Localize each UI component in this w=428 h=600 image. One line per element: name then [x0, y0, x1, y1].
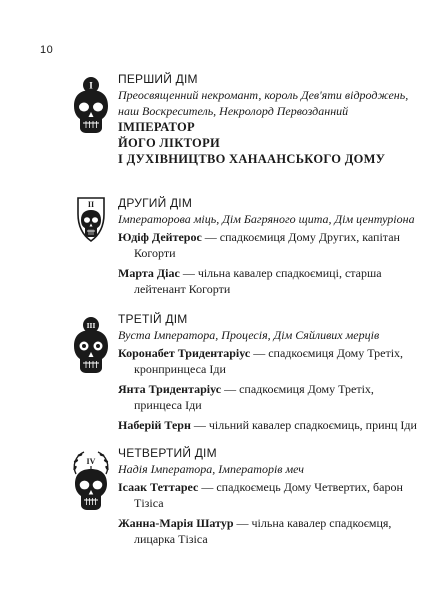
house-first-content [118, 72, 418, 167]
house-description: Імператорова міць, Дім Багряного щита, Дім центуріона [118, 212, 415, 226]
house-numeral: III [86, 321, 96, 330]
skull-crown-icon [66, 76, 116, 136]
member-name: Юдіф Дейтерос [118, 230, 202, 244]
member-role: — спадкоємиця Дому Третіх, принцеса Іди [134, 382, 374, 412]
member-role: — спадкоємиця Дому Других, капітан Когорти [134, 230, 400, 260]
member-list [118, 229, 418, 297]
member-name: Янта Тридентаріус [118, 382, 222, 396]
member-role: — спадкоємиця Дому Третіх, кронпринцеса Іди [134, 346, 404, 376]
skull-wreath-icon [66, 448, 116, 512]
house-title: ПЕРШИЙ ДІМ [118, 72, 198, 86]
list-item [118, 515, 418, 547]
member-role: — чільна кавалер спадкоємця, лицарка Тізіса [134, 516, 392, 546]
house-numeral: I [89, 80, 93, 91]
member-name: Наберій Терн [118, 418, 191, 432]
skull-sun-icon [66, 316, 116, 376]
house-title: ТРЕТІЙ ДІМ [118, 312, 188, 326]
caps-line: І ДУХІВНИЦТВО ХАНААНСЬКОГО ДОМУ [118, 152, 386, 166]
house-fourth-content [118, 446, 418, 547]
house-description: Вуста Імператора, Процесія, Дім Сяйливих мерців [118, 328, 380, 342]
member-name: Коронабет Тридентаріус [118, 346, 251, 360]
member-role: — чільний кавалер спадкоємиць, принц Іди [190, 418, 417, 432]
emblem-third-house [66, 316, 116, 376]
emblem-fourth-house [66, 448, 116, 512]
list-item [118, 417, 418, 433]
member-name: Ісаак Теттарес [118, 480, 199, 494]
house-numeral: IV [86, 457, 96, 466]
house-title: ЧЕТВЕРТИЙ ДІМ [118, 446, 217, 460]
house-numeral: II [87, 200, 95, 209]
list-item [118, 229, 418, 261]
member-name: Жанна-Марія Шатур [118, 516, 234, 530]
house-third-content [118, 312, 418, 433]
skull-shield-icon [66, 194, 116, 244]
house-description: Надія Імператора, Імператорів меч [118, 462, 305, 476]
emblem-first-house [66, 76, 116, 136]
house-description: Преосвященний некромант, король Дев'яти відроджень, наш Воскреситель, Некролорд Первозданний [118, 88, 409, 118]
caps-line: ІМПЕРАТОР [118, 120, 195, 134]
house-title: ДРУГИЙ ДІМ [118, 196, 193, 210]
list-item [118, 479, 418, 511]
house-second-content [118, 196, 418, 297]
list-item [118, 265, 418, 297]
house-caps-list [118, 119, 418, 167]
member-role: — чільна кавалер спадкоємиці, старша лейтенант Когорти [134, 266, 382, 296]
caps-line: ЙОГО ЛІКТОРИ [118, 136, 221, 150]
list-item [118, 381, 418, 413]
member-name: Марта Діас [118, 266, 180, 280]
member-role: — спадкоємець Дому Четвертих, барон Тізіса [134, 480, 403, 510]
list-item [118, 345, 418, 377]
page-number: 10 [40, 44, 54, 56]
member-list [118, 345, 418, 433]
emblem-second-house [66, 194, 116, 244]
member-list [118, 479, 418, 547]
